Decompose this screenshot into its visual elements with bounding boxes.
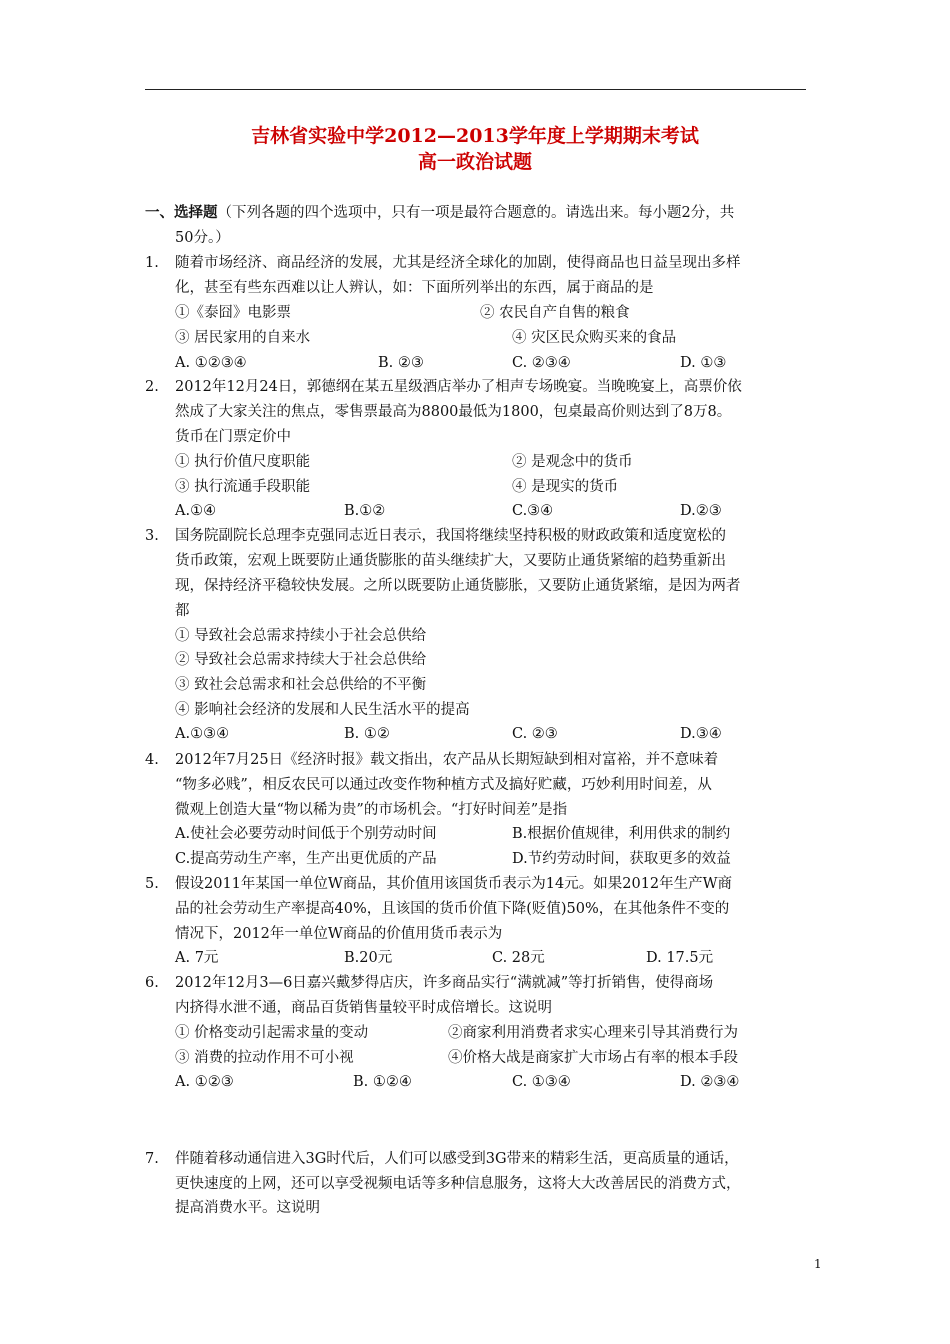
option-item: ① 导致社会总需求持续小于社会总供给 [175, 628, 427, 644]
question-stem: 货币在门票定价中 [175, 429, 291, 445]
option-item: ③ 执行流通手段职能 [175, 479, 311, 495]
question-number: 7. [145, 1151, 159, 1167]
answer-choice: B. ①②④ [353, 1074, 412, 1090]
option-item: ② 农民自产自售的粮食 [480, 305, 630, 321]
answer-choice: A. 7元 [175, 950, 219, 966]
answer-choice: A. ①②③ [175, 1074, 234, 1090]
answer-choice: D. 17.5元 [646, 950, 714, 966]
answer-choice: A. ①②③④ [175, 355, 247, 371]
header-rule [145, 89, 806, 90]
question-stem: 假设2011年某国一单位W商品，其价值用该国货币表示为14元。如果2012年生产W商 [175, 876, 733, 892]
question-stem: 提高消费水平。这说明 [175, 1200, 320, 1216]
answer-choice: B.根据价值规律，利用供求的制约 [512, 826, 731, 842]
answer-choice: C.提高劳动生产率，生产出更优质的产品 [175, 851, 437, 867]
exam-title: 吉林省实验中学2012—2013学年度上学期期末考试 [251, 125, 699, 147]
answer-choice: B.20元 [344, 950, 393, 966]
answer-choice: D. ②③④ [680, 1074, 740, 1090]
question-number: 4. [145, 752, 159, 768]
section-heading: 一、选择题 [145, 204, 218, 221]
option-item: ④ 灾区民众购买来的食品 [512, 330, 677, 346]
answer-choice: B. ②③ [378, 355, 424, 371]
answer-choice: C. 28元 [492, 950, 545, 966]
question-stem: 2012年12月24日，郭德纲在某五星级酒店举办了相声专场晚宴。当晚晚宴上，高票价依 [175, 379, 742, 395]
question-number: 5. [145, 876, 159, 892]
option-item: ② 是观念中的货币 [512, 454, 633, 470]
option-item: ② 导致社会总需求持续大于社会总供给 [175, 652, 427, 668]
question-stem: “物多必贱”，相反农民可以通过改变作物种植方式及搞好贮藏，巧妙利用时间差，从 [175, 777, 712, 793]
question-number: 2. [145, 379, 159, 395]
question-stem: 2012年7月25日《经济时报》载文指出，农产品从长期短缺到相对富裕，并不意味着 [175, 752, 719, 768]
option-item: ③ 致社会总需求和社会总供给的不平衡 [175, 677, 427, 693]
answer-choice: C. ①③④ [512, 1074, 571, 1090]
answer-choice: C.③④ [512, 503, 554, 519]
answer-choice: D.节约劳动时间，获取更多的效益 [512, 851, 731, 867]
question-stem: 2012年12月3—6日嘉兴戴梦得店庆，许多商品实行“满就减”等打折销售，使得商场 [175, 975, 714, 991]
answer-choice: B.①② [344, 503, 386, 519]
option-item: ④ 影响社会经济的发展和人民生活水平的提高 [175, 702, 470, 718]
answer-choice: A.①③④ [175, 726, 230, 742]
question-stem: 内挤得水泄不通，商品百货销售量较平时成倍增长。这说明 [175, 1000, 552, 1016]
question-stem: 货币政策，宏观上既要防止通货膨胀的苗头继续扩大，又要防止通货紧缩的趋势重新出 [175, 553, 726, 569]
option-item: ③ 消费的拉动作用不可小视 [175, 1050, 354, 1066]
option-item: ③ 居民家用的自来水 [175, 330, 311, 346]
page-number: 1 [814, 1257, 822, 1271]
question-stem: 随着市场经济、商品经济的发展，尤其是经济全球化的加剧，使得商品也日益呈现出多样 [175, 255, 741, 271]
question-stem: 微观上创造大量“物以稀为贵”的市场机会。“打好时间差”是指 [175, 802, 568, 818]
option-item: ④价格大战是商家扩大市场占有率的根本手段 [448, 1050, 738, 1066]
answer-choice: D.②③ [680, 503, 722, 519]
answer-choice: C. ②③ [512, 726, 558, 742]
option-item: ②商家利用消费者求实心理来引导其消费行为 [448, 1025, 738, 1041]
question-stem: 品的社会劳动生产率提高40%，且该国的货币价值下降(贬值)50%，在其他条件不变的 [175, 901, 730, 917]
section-heading-line [145, 203, 734, 223]
question-stem: 然成了大家关注的焦点，零售票最高为8800最低为1800，包桌最高价则达到了8万8。 [175, 404, 732, 420]
answer-choice: C. ②③④ [512, 355, 571, 371]
answer-choice: D.③④ [680, 726, 722, 742]
option-item: ① 执行价值尺度职能 [175, 454, 311, 470]
option-item: ① 价格变动引起需求量的变动 [175, 1025, 369, 1041]
question-number: 1. [145, 255, 159, 271]
question-stem: 情况下，2012年一单位W商品的价值用货币表示为 [175, 926, 503, 942]
question-stem: 化，甚至有些东西难以让人辨认，如：下面所列举出的东西，属于商品的是 [175, 280, 654, 296]
answer-choice: D. ①③ [680, 355, 727, 371]
question-stem: 国务院副院长总理李克强同志近日表示，我国将继续坚持积极的财政政策和适度宽松的 [175, 528, 726, 544]
question-number: 3. [145, 528, 159, 544]
answer-choice: B. ①② [344, 726, 390, 742]
section-instructions: （下列各题的四个选项中，只有一项是最符合题意的。请选出来。每小题2分，共 [217, 205, 735, 221]
answer-choice: A.①④ [175, 503, 217, 519]
question-stem: 更快速度的上网，还可以享受视频电话等多种信息服务，这将大大改善居民的消费方式， [175, 1176, 741, 1192]
question-number: 6. [145, 975, 159, 991]
question-stem: 伴随着移动通信进入3G时代后，人们可以感受到3G带来的精彩生活，更高质量的通话， [175, 1151, 739, 1167]
option-item: ④ 是现实的货币 [512, 479, 619, 495]
exam-subtitle: 高一政治试题 [417, 151, 532, 173]
question-stem: 都 [175, 603, 190, 619]
answer-choice: A.使社会必要劳动时间低于个别劳动时间 [175, 826, 437, 842]
section-instructions-cont: 50分。） [175, 230, 230, 246]
option-item: ①《泰囧》电影票 [175, 305, 291, 321]
question-stem: 现，保持经济平稳较快发展。之所以既要防止通货膨胀，又要防止通货紧缩，是因为两者 [175, 578, 741, 594]
